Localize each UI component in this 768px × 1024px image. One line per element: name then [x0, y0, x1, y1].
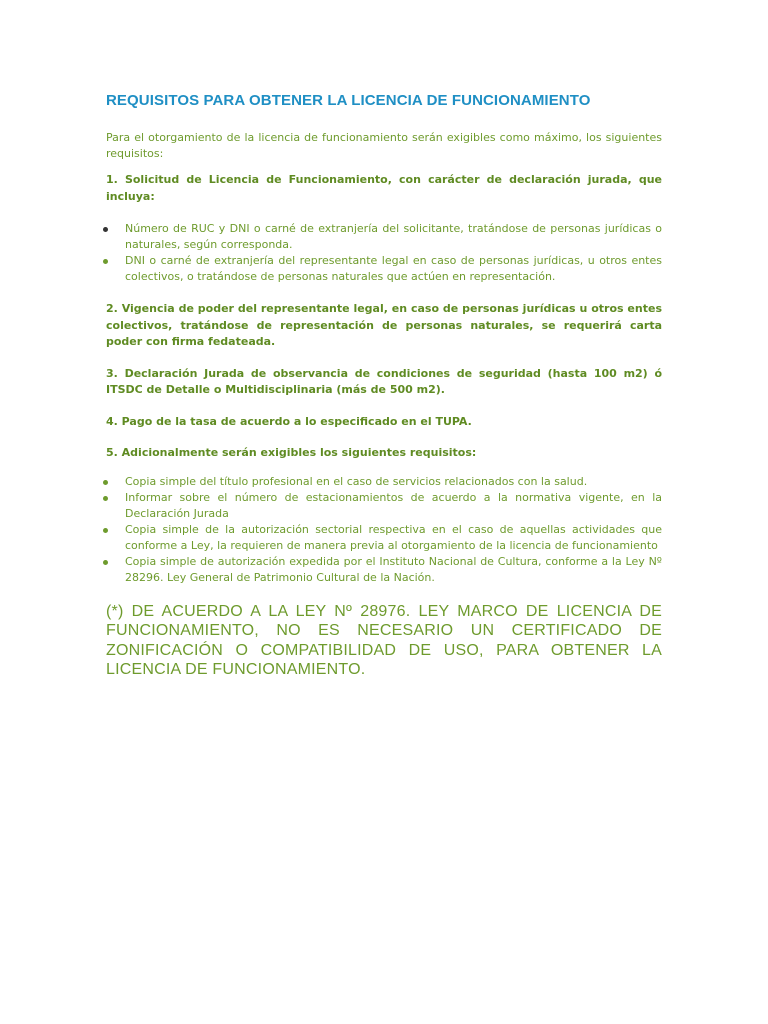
bullet-icon [103, 496, 108, 501]
bullet-icon [103, 528, 108, 533]
list-item [106, 253, 662, 285]
document-page [106, 92, 662, 680]
bullet-icon [103, 259, 108, 264]
intro-paragraph: Para el otorgamiento de la licencia de funcionamiento serán exigibles como máximo, los siguientes requisitos: [106, 131, 662, 160]
section-4-heading: 4. Pago de la tasa de acuerdo a lo especificado en el TUPA. [106, 414, 472, 428]
list-item [106, 221, 662, 253]
list-item-text: Informar sobre el número de estacionamientos de acuerdo a la normativa vigente, en la Declaración Jurada [125, 490, 662, 520]
section-5-list [106, 474, 662, 586]
list-item [106, 474, 662, 490]
list-item [106, 522, 662, 554]
section-2-heading: 2. Vigencia de poder del representante legal, en caso de personas jurídicas u otros entes colectivos, tratándose de representación de personas naturales, se requerirá carta poder con firma fedateada. [106, 302, 662, 348]
list-item-text: Copia simple de autorización expedida por el Instituto Nacional de Cultura, conforme a la Ley Nº 28296. Ley General de Patrimonio Cultural de la Nación. [125, 554, 662, 584]
list-item-text: Copia simple del título profesional en el caso de servicios relacionados con la salud. [125, 474, 588, 488]
section-1-list [106, 221, 662, 285]
section-1-heading: 1. Solicitud de Licencia de Funcionamiento, con carácter de declaración jurada, que incluya: [106, 173, 662, 203]
section-5-heading: 5. Adicionalmente serán exigibles los siguientes requisitos: [106, 446, 477, 459]
list-item [106, 554, 662, 586]
bullet-icon [103, 480, 108, 485]
legal-note: (*) DE ACUERDO A LA LEY Nº 28976. LEY MARCO DE LICENCIA DE FUNCIONAMIENTO, NO ES NECESARIO UN CERTIFICADO DE ZONIFICACIÓN O COMPATIBILIDAD DE USO, PARA OBTENER LA LICENCIA DE FUNCIONAMIENTO. [106, 602, 662, 678]
list-item [106, 490, 662, 522]
list-item-text: Número de RUC y DNI o carné de extranjería del solicitante, tratándose de personas jurídicas o naturales, según corresponda. [125, 222, 662, 251]
bullet-icon [103, 227, 108, 232]
section-3-heading: 3. Declaración Jurada de observancia de condiciones de seguridad (hasta 100 m2) ó ITSDC de Detalle o Multidisciplinaria (más de 500 m2). [106, 366, 662, 396]
list-item-text: Copia simple de la autorización sectorial respectiva en el caso de aquellas actividades que conforme a Ley, la requieren de manera previa al otorgamiento de la licencia de funcionamiento [125, 522, 662, 552]
bullet-icon [103, 560, 108, 565]
list-item-text: DNI o carné de extranjería del representante legal en caso de personas jurídicas, u otros entes colectivos, o tratándose de personas naturales que actúen en representación. [125, 254, 662, 283]
document-title: REQUISITOS PARA OBTENER LA LICENCIA DE FUNCIONAMIENTO [106, 92, 591, 109]
